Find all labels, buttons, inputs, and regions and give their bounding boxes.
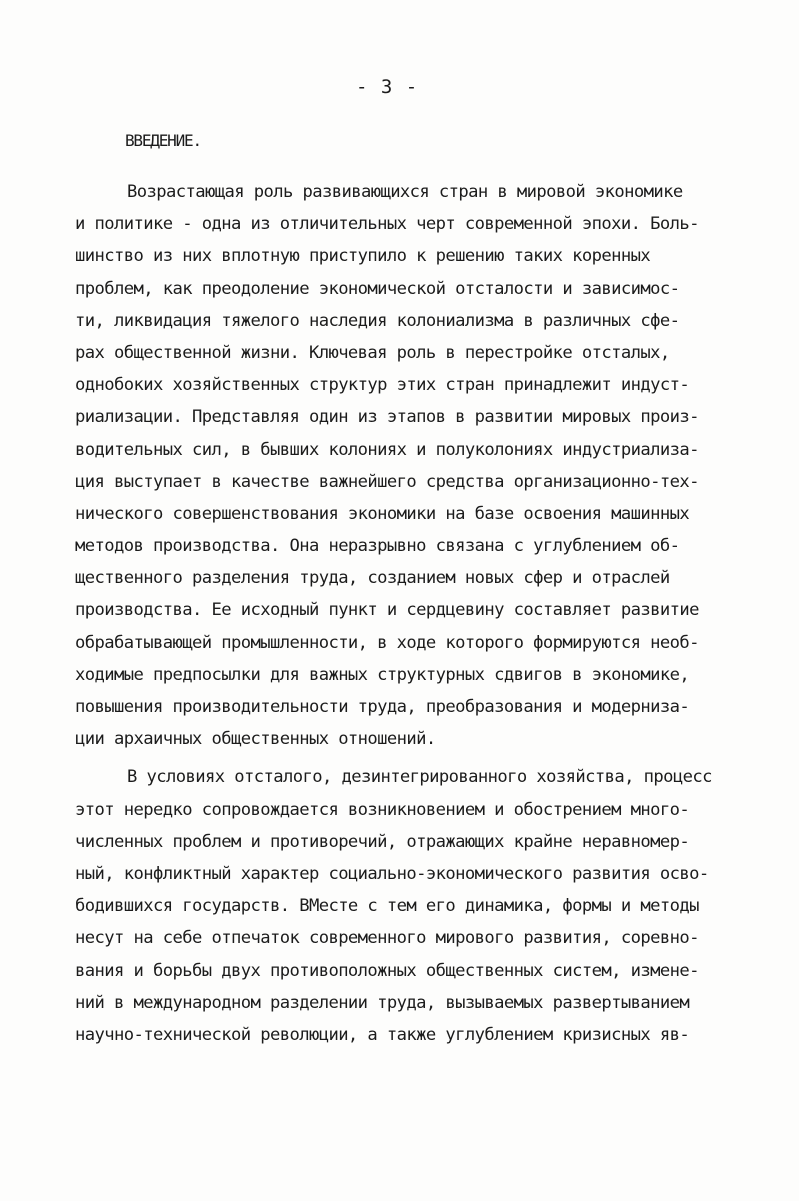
text-line: бодившихся государств. ВМесте с тем его динамика, формы и методы bbox=[75, 896, 699, 917]
page-number: - 3 - bbox=[356, 76, 419, 98]
paragraph-2 bbox=[75, 761, 765, 1051]
text-line: этот нередко сопровождается возникновением и обострением много- bbox=[75, 799, 690, 820]
text-line: Возрастающая роль развивающихся стран в мировой экономике bbox=[127, 182, 683, 202]
text-line: В условиях отсталого, дезинтегрированного хозяйства, процесс bbox=[127, 767, 712, 788]
text-line: методов производства. Она неразрывно связана с углублением об- bbox=[75, 536, 680, 557]
text-line: и политике - одна из отличительных черт современной эпохи. Боль- bbox=[75, 214, 699, 235]
text-line: вания и борьбы двух противоположных общественных систем, измене- bbox=[75, 960, 699, 981]
text-line: производства. Ее исходный пункт и сердцевину составляет развитие bbox=[75, 600, 699, 621]
text-line: несут на себе отпечаток современного мирового развития, соревно- bbox=[75, 928, 699, 949]
text-line: щественного разделения труда, созданием новых сфер и отраслей bbox=[75, 568, 670, 589]
section-heading: ВВЕДЕНИЕ. bbox=[125, 131, 201, 150]
text-line: обрабатывающей промышленности, в ходе которого формируются необ- bbox=[75, 632, 699, 653]
text-line: однобоких хозяйственных структур этих стран принадлежит индуст- bbox=[75, 375, 690, 396]
text-line: риализации. Представляя один из этапов в развитии мировых произ- bbox=[75, 407, 699, 428]
text-line: ный, конфликтный характер социально-экономического развития осво- bbox=[75, 863, 709, 884]
text-line: водительных сил, в бывших колониях и полуколониях индустриализа- bbox=[75, 439, 699, 460]
text-line: научно-технической революции, а также углублением кризисных яв- bbox=[75, 1024, 690, 1045]
text-line: нического совершенствования экономики на базе освоения машинных bbox=[75, 503, 690, 524]
text-line: рах общественной жизни. Ключевая роль в перестройке отсталых, bbox=[75, 342, 670, 363]
text-line: ция выступает в качестве важнейшего средства организационно-тех- bbox=[75, 471, 699, 492]
text-line: повышения производительности труда, преобразования и модерниза- bbox=[75, 697, 690, 717]
text-line: ходимые предпосылки для важных структурных сдвигов в экономике, bbox=[75, 664, 690, 685]
body-text bbox=[75, 176, 765, 1051]
text-line: ции архаичных общественных отношений. bbox=[75, 729, 436, 750]
text-line: ти, ликвидация тяжелого наследия колониализма в различных сфе- bbox=[75, 310, 680, 331]
text-line: проблем, как преодоление экономической отсталости и зависимос- bbox=[75, 278, 680, 299]
paragraph-1 bbox=[75, 176, 765, 755]
text-line: численных проблем и противоречий, отражающих крайне неравномер- bbox=[75, 831, 690, 852]
text-line: ний в международном разделении труда, вызываемых развертыванием bbox=[75, 992, 690, 1013]
text-line: шинство из них вплотную приступило к решению таких коренных bbox=[75, 246, 651, 267]
